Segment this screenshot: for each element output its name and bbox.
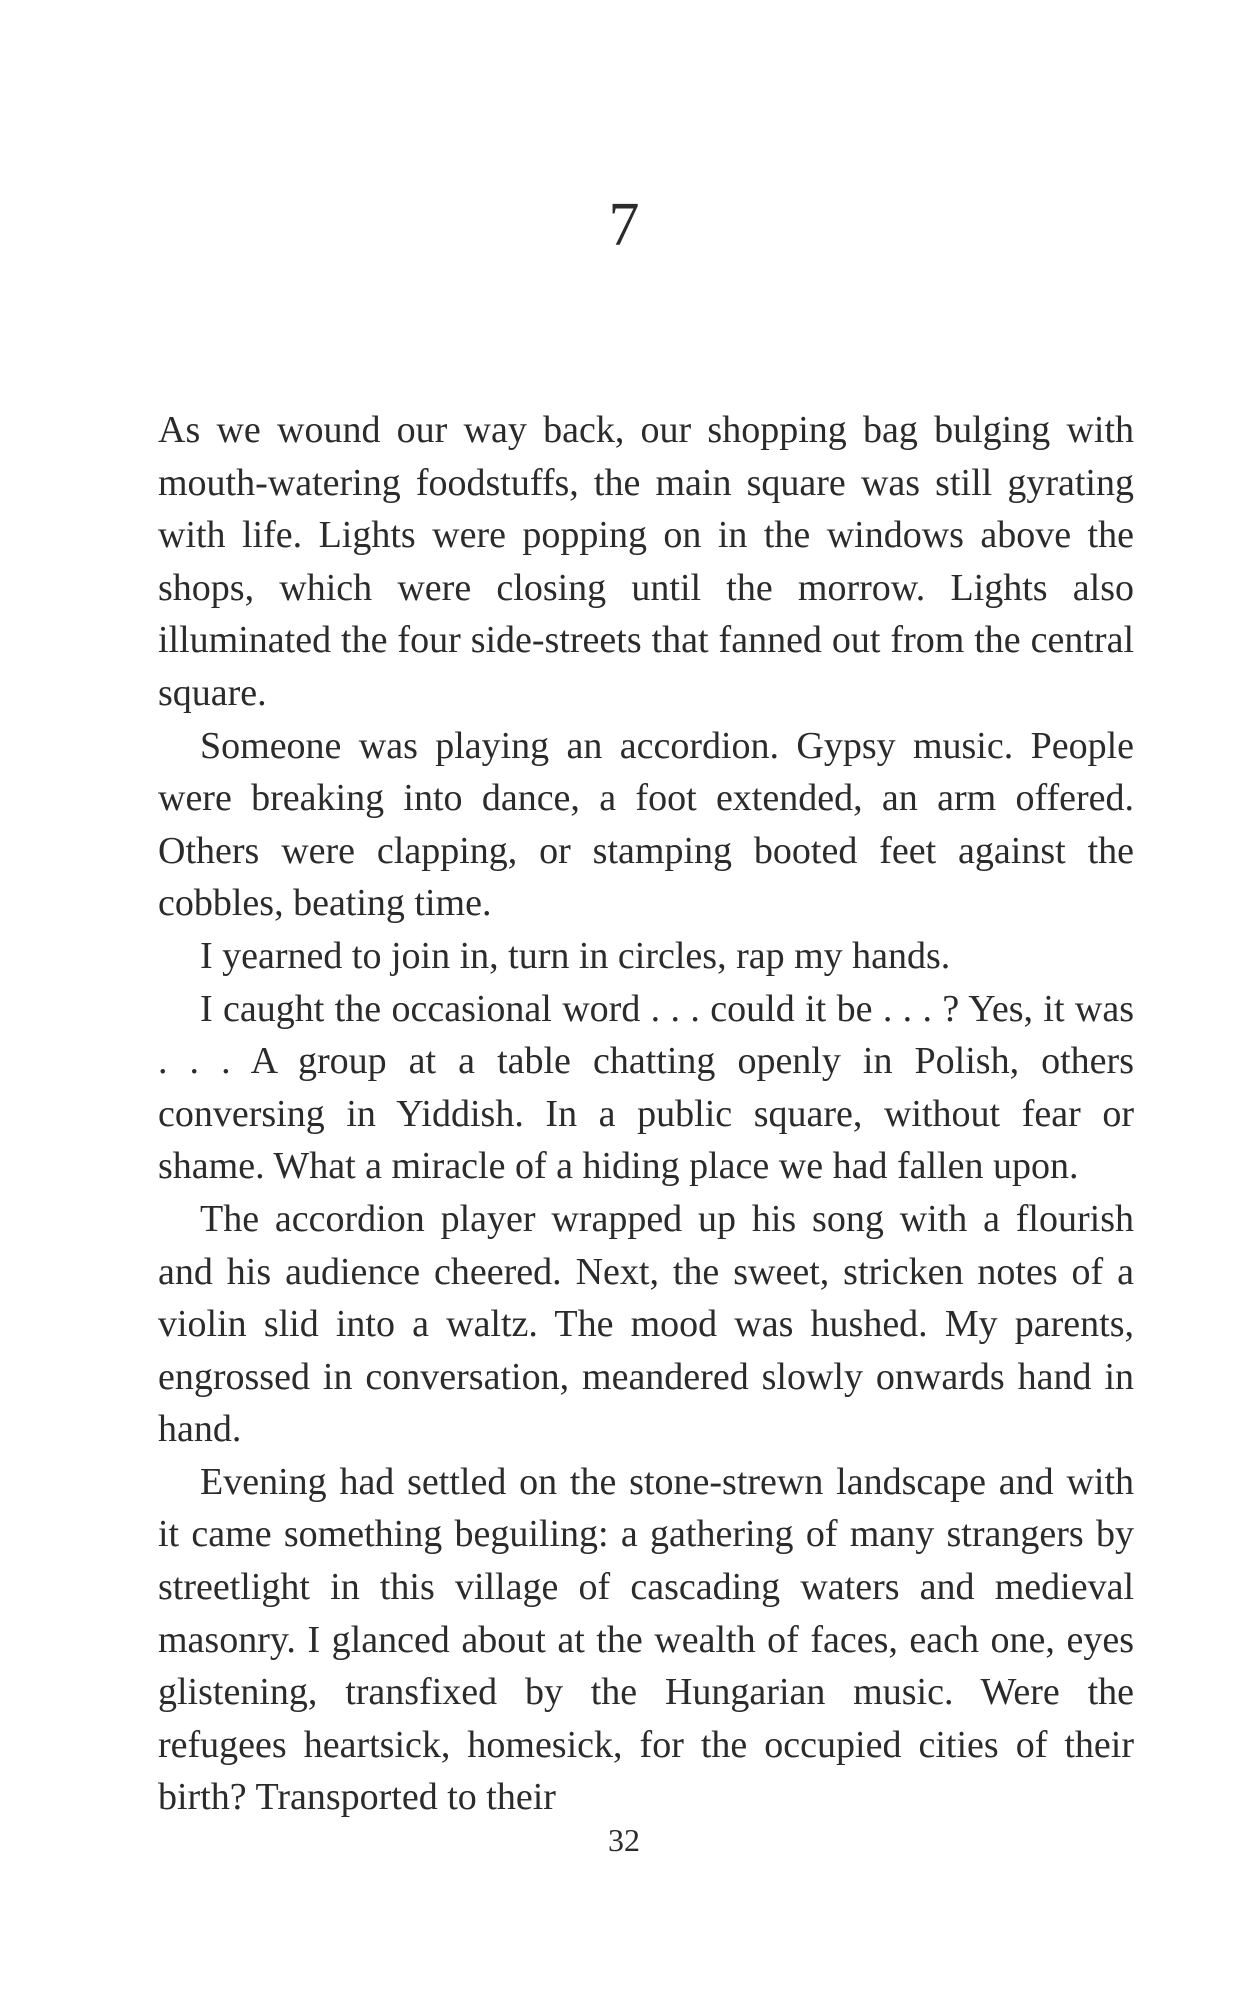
paragraph-1: As we wound our way back, our shopping bag bulging with mouth-watering foodstuffs, the main square was still gyrating with life. Lights were popping on in the windows above the shops, which were closing until the morrow. Lights also illuminated the four side-streets that fanned out from the central square. bbox=[158, 409, 1134, 714]
paragraph-6: Evening had settled on the stone-strewn landscape and with it came something beguiling: a gathering of many strangers by streetlight in this village of cascading waters and medieval masonry. I glanced about at the wealth of faces, each one, eyes glistening, transfixed by the Hungarian music. Were the refugees heartsick, homesick, for the occupied cities of their birth? Transported to their bbox=[158, 1460, 1134, 1819]
chapter-number: 7 bbox=[608, 191, 640, 259]
body-text bbox=[158, 404, 1134, 1824]
paragraph-3: I yearned to join in, turn in circles, rap my hands. bbox=[200, 934, 951, 977]
paragraph-4: I caught the occasional word . . . could it be . . . ? Yes, it was . . . A group at a table chatting openly in Polish, others conversing in Yiddish. In a public square, without fear or shame. What a miracle of a hiding place we had fallen upon. bbox=[158, 987, 1134, 1188]
page-number: 32 bbox=[608, 1822, 640, 1858]
paragraph-2: Someone was playing an accordion. Gypsy music. People were breaking into dance, a foot extended, an arm offered. Others were clapping, or stamping booted feet against the cobbles, beating time. bbox=[158, 724, 1134, 925]
paragraph-5: The accordion player wrapped up his song with a flourish and his audience cheered. Next, the sweet, stricken notes of a violin slid into a waltz. The mood was hushed. My parents, engrossed in conversation, meandered slowly onwards hand in hand. bbox=[158, 1197, 1134, 1451]
